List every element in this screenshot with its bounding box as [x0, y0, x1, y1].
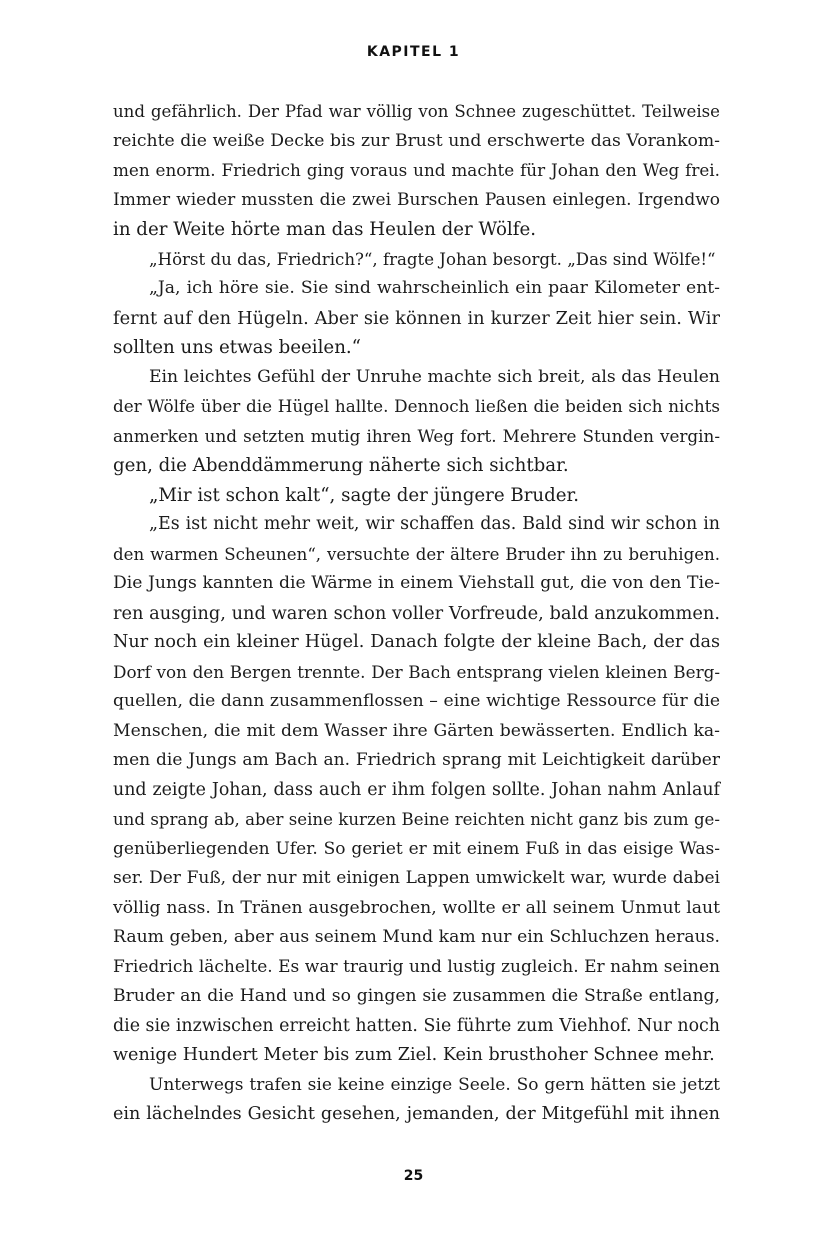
text-line: völlig nass. In Tränen ausgebrochen, wollte er all seinem Unmut laut [113, 897, 720, 918]
text-line: Raum geben, aber aus seinem Mund kam nur ein Schluchzen heraus. [113, 927, 720, 947]
text-line: ren ausging, und waren schon voller Vorfreude, bald anzukommen. [113, 602, 720, 624]
text-line: „Es ist nicht mehr weit, wir schaffen das. Bald sind wir schon in [149, 514, 720, 534]
text-line: Die Jungs kannten die Wärme in einem Viehstall gut, die von den Tie- [113, 573, 720, 593]
text-line: sollten uns etwas beeilen.“ [113, 337, 361, 358]
text-line: und zeigte Johan, dass auch er ihm folgen sollte. Johan nahm Anlauf [113, 779, 720, 800]
text-line: in der Weite hörte man das Heulen der Wölfe. [113, 219, 537, 240]
text-line: gen, die Abenddämmerung näherte sich sichtbar. [113, 455, 569, 476]
text-line: der Wölfe über die Hügel hallte. Dennoch ließen die beiden sich nichts [113, 396, 720, 416]
text-line: anmerken und setzten mutig ihren Weg fort. Mehrere Stunden vergin- [113, 425, 720, 446]
text-line: Ein leichtes Gefühl der Unruhe machte sich breit, als das Heulen [149, 366, 720, 387]
text-line: Immer wieder mussten die zwei Burschen Pausen einlegen. Irgendwo [113, 189, 720, 210]
text-line: Nur noch ein kleiner Hügel. Danach folgte der kleine Bach, der das [113, 632, 720, 652]
text-line: Dorf von den Bergen trennte. Der Bach entsprang vielen kleinen Berg- [113, 661, 720, 682]
text-line: ser. Der Fuß, der nur mit einigen Lappen umwickelt war, wurde dabei [113, 868, 720, 888]
running-head: KAPITEL 1 [366, 44, 461, 60]
body-text [113, 97, 720, 1130]
text-line: ein lächelndes Gesicht gesehen, jemanden, der Mitgefühl mit ihnen [113, 1104, 720, 1124]
text-line: quellen, die dann zusammenflossen – eine wichtige Ressource für die [113, 691, 720, 711]
text-line: „Ja, ich höre sie. Sie sind wahrscheinlich ein paar Kilometer ent- [149, 278, 720, 298]
text-line: genüberliegenden Ufer. So geriet er mit einem Fuß in das eisige Was- [113, 838, 720, 859]
page-number: 25 [403, 1168, 424, 1184]
text-line: „Mir ist schon kalt“, sagte der jüngere Bruder. [149, 484, 580, 506]
text-line: reichte die weiße Decke bis zur Brust und erschwerte das Vorankom- [113, 130, 720, 151]
text-line: fernt auf den Hügeln. Aber sie können in kurzer Zeit hier sein. Wir [113, 307, 720, 329]
text-line: men enorm. Friedrich ging voraus und machte für Johan den Weg frei. [113, 160, 720, 180]
text-line: und sprang ab, aber seine kurzen Beine reichten nicht ganz bis zum ge- [113, 810, 720, 829]
text-line: Menschen, die mit dem Wasser ihre Gärten bewässerten. Endlich ka- [113, 720, 720, 741]
text-line: Unterwegs trafen sie keine einzige Seele. So gern hätten sie jetzt [149, 1074, 720, 1095]
text-line: wenige Hundert Meter bis zum Ziel. Kein brusthoher Schnee mehr. [113, 1045, 715, 1065]
text-line: die sie inzwischen erreicht hatten. Sie führte zum Viehhof. Nur noch [113, 1015, 720, 1036]
text-line: men die Jungs am Bach an. Friedrich sprang mit Leichtigkeit darüber [113, 750, 720, 770]
text-line: und gefährlich. Der Pfad war völlig von Schnee zugeschüttet. Teilweise [113, 102, 720, 121]
text-line: Bruder an die Hand und so gingen sie zusammen die Straße entlang, [113, 986, 720, 1006]
text-line: Friedrich lächelte. Es war traurig und lustig zugleich. Er nahm seinen [113, 956, 720, 977]
text-line: den warmen Scheunen“, versuchte der ältere Bruder ihn zu beruhigen. [113, 544, 720, 564]
text-line: „Hörst du das, Friedrich?“, fragte Johan besorgt. „Das sind Wölfe!“ [149, 249, 716, 269]
